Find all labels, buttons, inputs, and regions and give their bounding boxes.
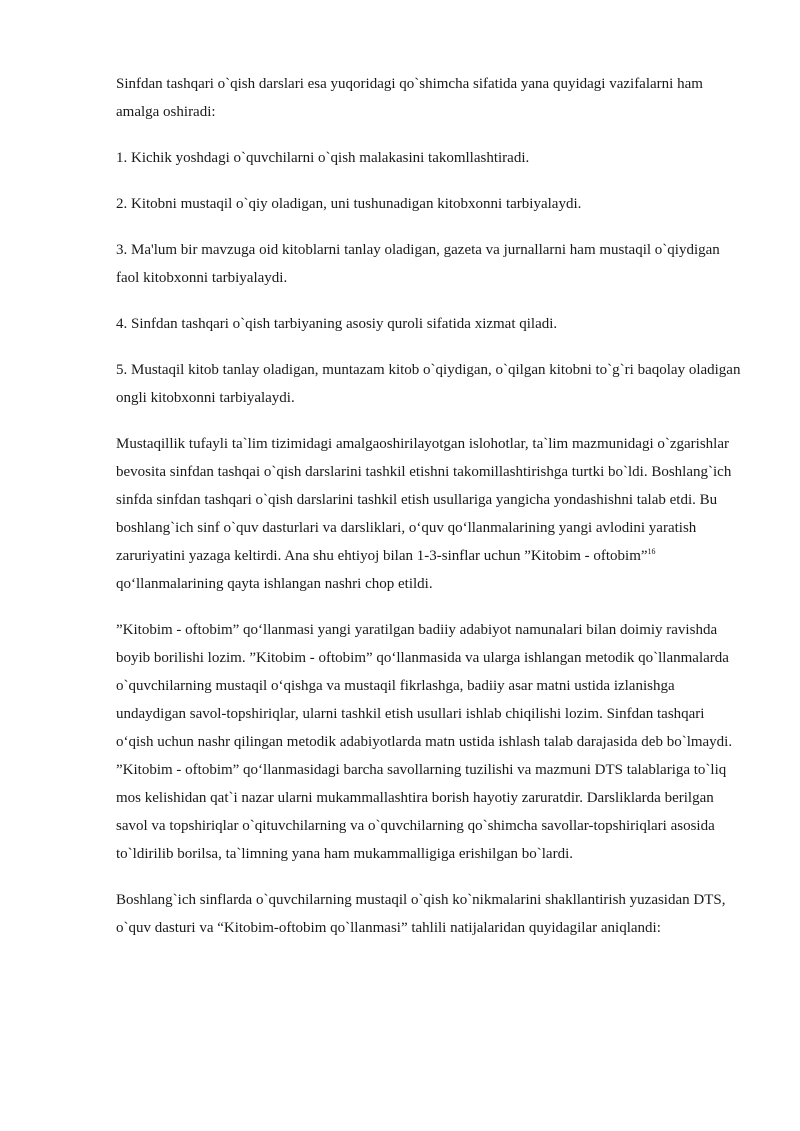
- document-page: [116, 70, 742, 960]
- list-item-4: 4. Sinfdan tashqari o`qish tarbiyaning asosiy quroli sifatida xizmat qiladi.: [116, 316, 558, 332]
- reform-paragraph-ending: qo‘llanmalarining qayta ishlangan nashri chop etildi.: [116, 576, 433, 592]
- findings-paragraph: Boshlang`ich sinflarda o`quvchilarning mustaqil o`qish ko`nikmalarini shakllantirish yuzasidan DTS, o`quv dasturi va “Kitobim-oftobim qo`llanmasi” tahlili natijalaridan quyidagilar aniqlandi:: [116, 892, 726, 936]
- reform-paragraph-text: Mustaqillik tufayli ta`lim tizimidagi amalgaoshirilayotgan islohotlar, ta`lim mazmunidagi o`zgarishlar bevosita sinfdan tashqai o`qish darslarini tashkil etishni takomillashtirishga turtki bo`ldi. Boshlang`ich sinfda sinfdan tashqari o`qish darslarini tashkil etish usullariga yangicha yondashishni talab etdi. Bu boshlang`ich sinf o`quv dasturlari va darsliklari, o‘quv qo‘llanmalarining yangi avlodini yaratish zaruriyatini yazaga keltirdi. Ana shu ehtiyoj bilan 1-3-sinflar uchun ”Kitobim - oftobim”: [116, 436, 732, 564]
- reform-paragraph: [116, 430, 742, 598]
- manual-paragraph: ”Kitobim - oftobim” qo‘llanmasi yangi yaratilgan badiiy adabiyot namunalari bilan doimiy ravishda boyib borilishi lozim. ”Kitobim - oftobim” qo‘llanmasida va ularga ishlangan metodik qo`llanmalarda o`quvchilarning mustaqil o‘qishga va mustaqil fikrlashga, badiiy asar matni ustida izlanishga undaydigan savol-topshiriqlar, ularni tashkil etish usullari ishlab chiqilishi lozim. Sinfdan tashqari o‘qish uchun nashr qilingan metodik adabiyotlarda matn ustida ishlash talab darajasida deb bo`lmaydi. ”Kitobim - oftobim” qo‘llanmasidagi barcha savollarning tuzilishi va mazmuni DTS talablariga to`liq mos kelishidan qat`i nazar ularni mukammallashtira borish hayotiy zaruratdir. Darsliklarda berilgan savol va topshiriqlar o`qituvchilarning va o`quvchilarning qo`shimcha savollar-topshiriqlari asosida to`ldirilib borilsa, ta`limning yana ham mukammalligiga erishilgan bo`lardi.: [116, 622, 733, 862]
- footnote-reference: 16: [647, 547, 656, 556]
- list-item-3: 3. Ma'lum bir mavzuga oid kitoblarni tanlay oladigan, gazeta va jurnallarni ham mustaqil o`qiydigan faol kitobxonni tarbiyalaydi.: [116, 242, 720, 286]
- intro-paragraph: Sinfdan tashqari o`qish darslari esa yuqoridagi qo`shimcha sifatida yana quyidagi vazifalarni ham amalga oshiradi:: [116, 76, 703, 120]
- list-item-1: 1. Kichik yoshdagi o`quvchilarni o`qish malakasini takomllashtiradi.: [116, 150, 530, 166]
- list-item-2: 2. Kitobni mustaqil o`qiy oladigan, uni tushunadigan kitobxonni tarbiyalaydi.: [116, 196, 582, 212]
- list-item-5: 5. Mustaqil kitob tanlay oladigan, muntazam kitob o`qiydigan, o`qilgan kitobni to`g`ri baqolay oladigan ongli kitobxonni tarbiyalaydi.: [116, 362, 741, 406]
